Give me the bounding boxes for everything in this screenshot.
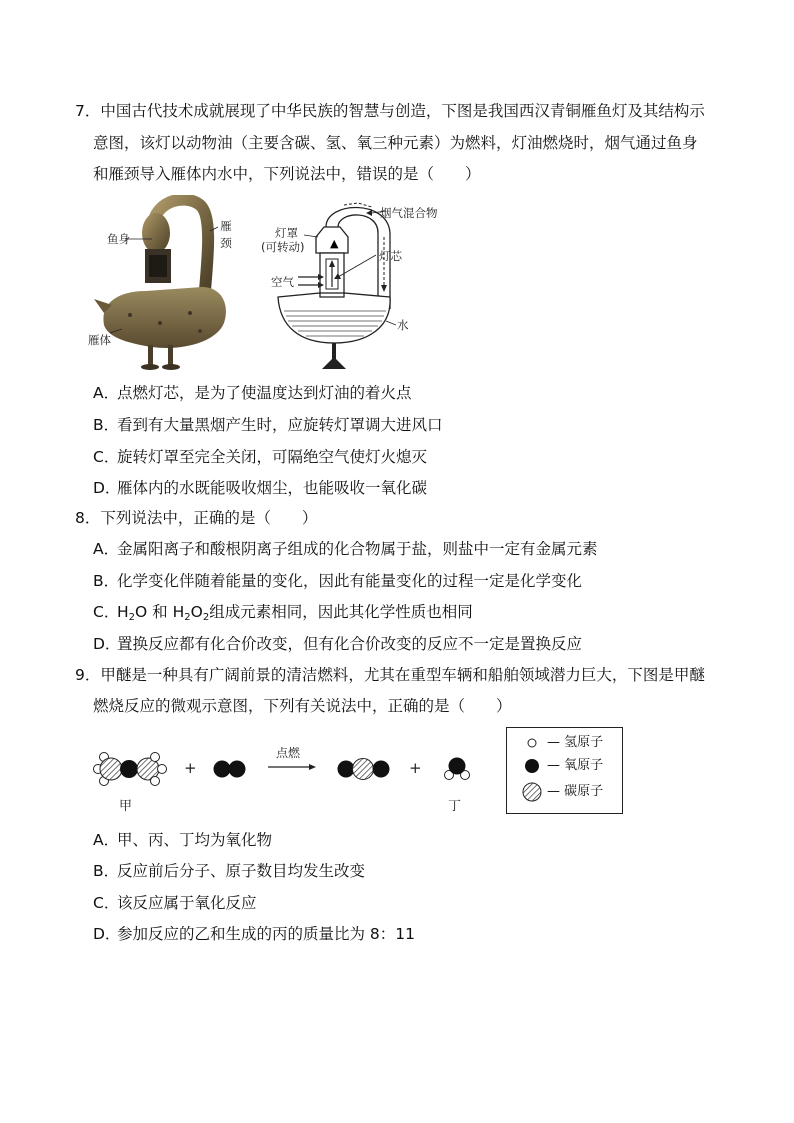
atom-legend bbox=[506, 727, 623, 814]
q9-stem-line-2: 燃烧反应的微观示意图，下列有关说法中，正确的是（ ） bbox=[93, 697, 512, 715]
water-label: 水 bbox=[397, 318, 409, 332]
goose-body-label: 雁体 bbox=[88, 333, 111, 347]
oxygen-atom-icon bbox=[525, 759, 539, 773]
q7-option-a[interactable]: A．点燃灯芯，是为了使温度达到灯油的着火点 bbox=[93, 384, 412, 402]
q8-option-d[interactable]: D．置换反应都有化合价改变，但有化合价改变的反应不一定是置换反应 bbox=[93, 635, 583, 653]
jia-label: 甲 bbox=[119, 799, 133, 814]
q7-stem-line-3: 和雁颈导入雁体内水中，下列说法中，错误的是（ ） bbox=[93, 165, 481, 183]
plus-sign-2: + bbox=[409, 759, 422, 777]
q9-option-a[interactable]: A．甲、丙、丁均为氧化物 bbox=[93, 831, 273, 849]
lamp-shade-rotatable-label: (可转动) bbox=[261, 240, 305, 254]
q7-option-d[interactable]: D．雁体内的水既能吸收烟尘，也能吸收一氧化碳 bbox=[93, 479, 428, 497]
plus-sign-1: + bbox=[184, 759, 197, 777]
reaction-condition-label: 点燃 bbox=[276, 746, 301, 760]
molecule-yi bbox=[214, 761, 246, 778]
bronze-goose-fish-lamp-photo bbox=[90, 195, 238, 371]
wick-label: 灯芯 bbox=[379, 249, 402, 263]
q8-stem: 8．下列说法中，正确的是（ ） bbox=[75, 509, 318, 527]
q7-stem-line-2: 意图，该灯以动物油（主要含碳、氢、氧三种元素）为燃料，灯油燃烧时，烟气通过鱼身 bbox=[93, 134, 698, 152]
legend-oxygen: — 氧原子 bbox=[547, 758, 604, 773]
q7-option-b[interactable]: B．看到有大量黑烟产生时，应旋转灯罩调大进风口 bbox=[93, 416, 443, 434]
q7-option-c[interactable]: C．旋转灯罩至完全关闭，可隔绝空气使灯火熄灭 bbox=[93, 448, 428, 466]
hydrogen-atom-icon bbox=[528, 739, 536, 747]
carbon-atom-icon bbox=[523, 783, 541, 801]
q9-option-b[interactable]: B．反应前后分子、原子数目均发生改变 bbox=[93, 862, 366, 880]
q9-stem-line-1: 9．甲醚是一种具有广阔前景的清洁燃料，尤其在重型车辆和船舶领域潜力巨大，下图是甲醚 bbox=[75, 666, 705, 684]
q7-stem-line-1: 7．中国古代技术成就展现了中华民族的智慧与创造，下图是我国西汉青铜雁鱼灯及其结构示 bbox=[75, 102, 705, 120]
lamp-shade-label: 灯罩 bbox=[275, 226, 298, 240]
q9-option-c[interactable]: C．该反应属于氧化反应 bbox=[93, 894, 257, 912]
molecule-jia bbox=[94, 753, 167, 786]
air-label: 空气 bbox=[271, 275, 294, 289]
q9-option-d[interactable]: D．参加反应的乙和生成的丙的质量比为 8：11 bbox=[93, 925, 416, 943]
molecule-ding bbox=[445, 758, 470, 780]
q8-option-c[interactable]: C．$H_2O$ 和 $H_2O_2$组成元素相同，因此其化学性质也相同 bbox=[93, 603, 473, 623]
legend-hydrogen: — 氢原子 bbox=[547, 735, 604, 750]
smoke-mixture-label: 烟气混合物 bbox=[380, 206, 438, 220]
svg-text:▲: ▲ bbox=[330, 237, 339, 250]
q8-option-a[interactable]: A．金属阳离子和酸根阴离子组成的化合物属于盐，则盐中一定有金属元素 bbox=[93, 540, 598, 558]
molecule-bing bbox=[338, 759, 390, 780]
ding-label: 丁 bbox=[448, 799, 462, 814]
goose-neck-label-2: 颈 bbox=[220, 236, 232, 250]
q8-option-b[interactable]: B．化学变化伴随着能量的变化，因此有能量变化的过程一定是化学变化 bbox=[93, 572, 583, 590]
legend-carbon: — 碳原子 bbox=[547, 784, 604, 799]
fish-body-label: 鱼身 bbox=[107, 232, 130, 246]
goose-neck-label-1: 雁 bbox=[220, 219, 232, 233]
